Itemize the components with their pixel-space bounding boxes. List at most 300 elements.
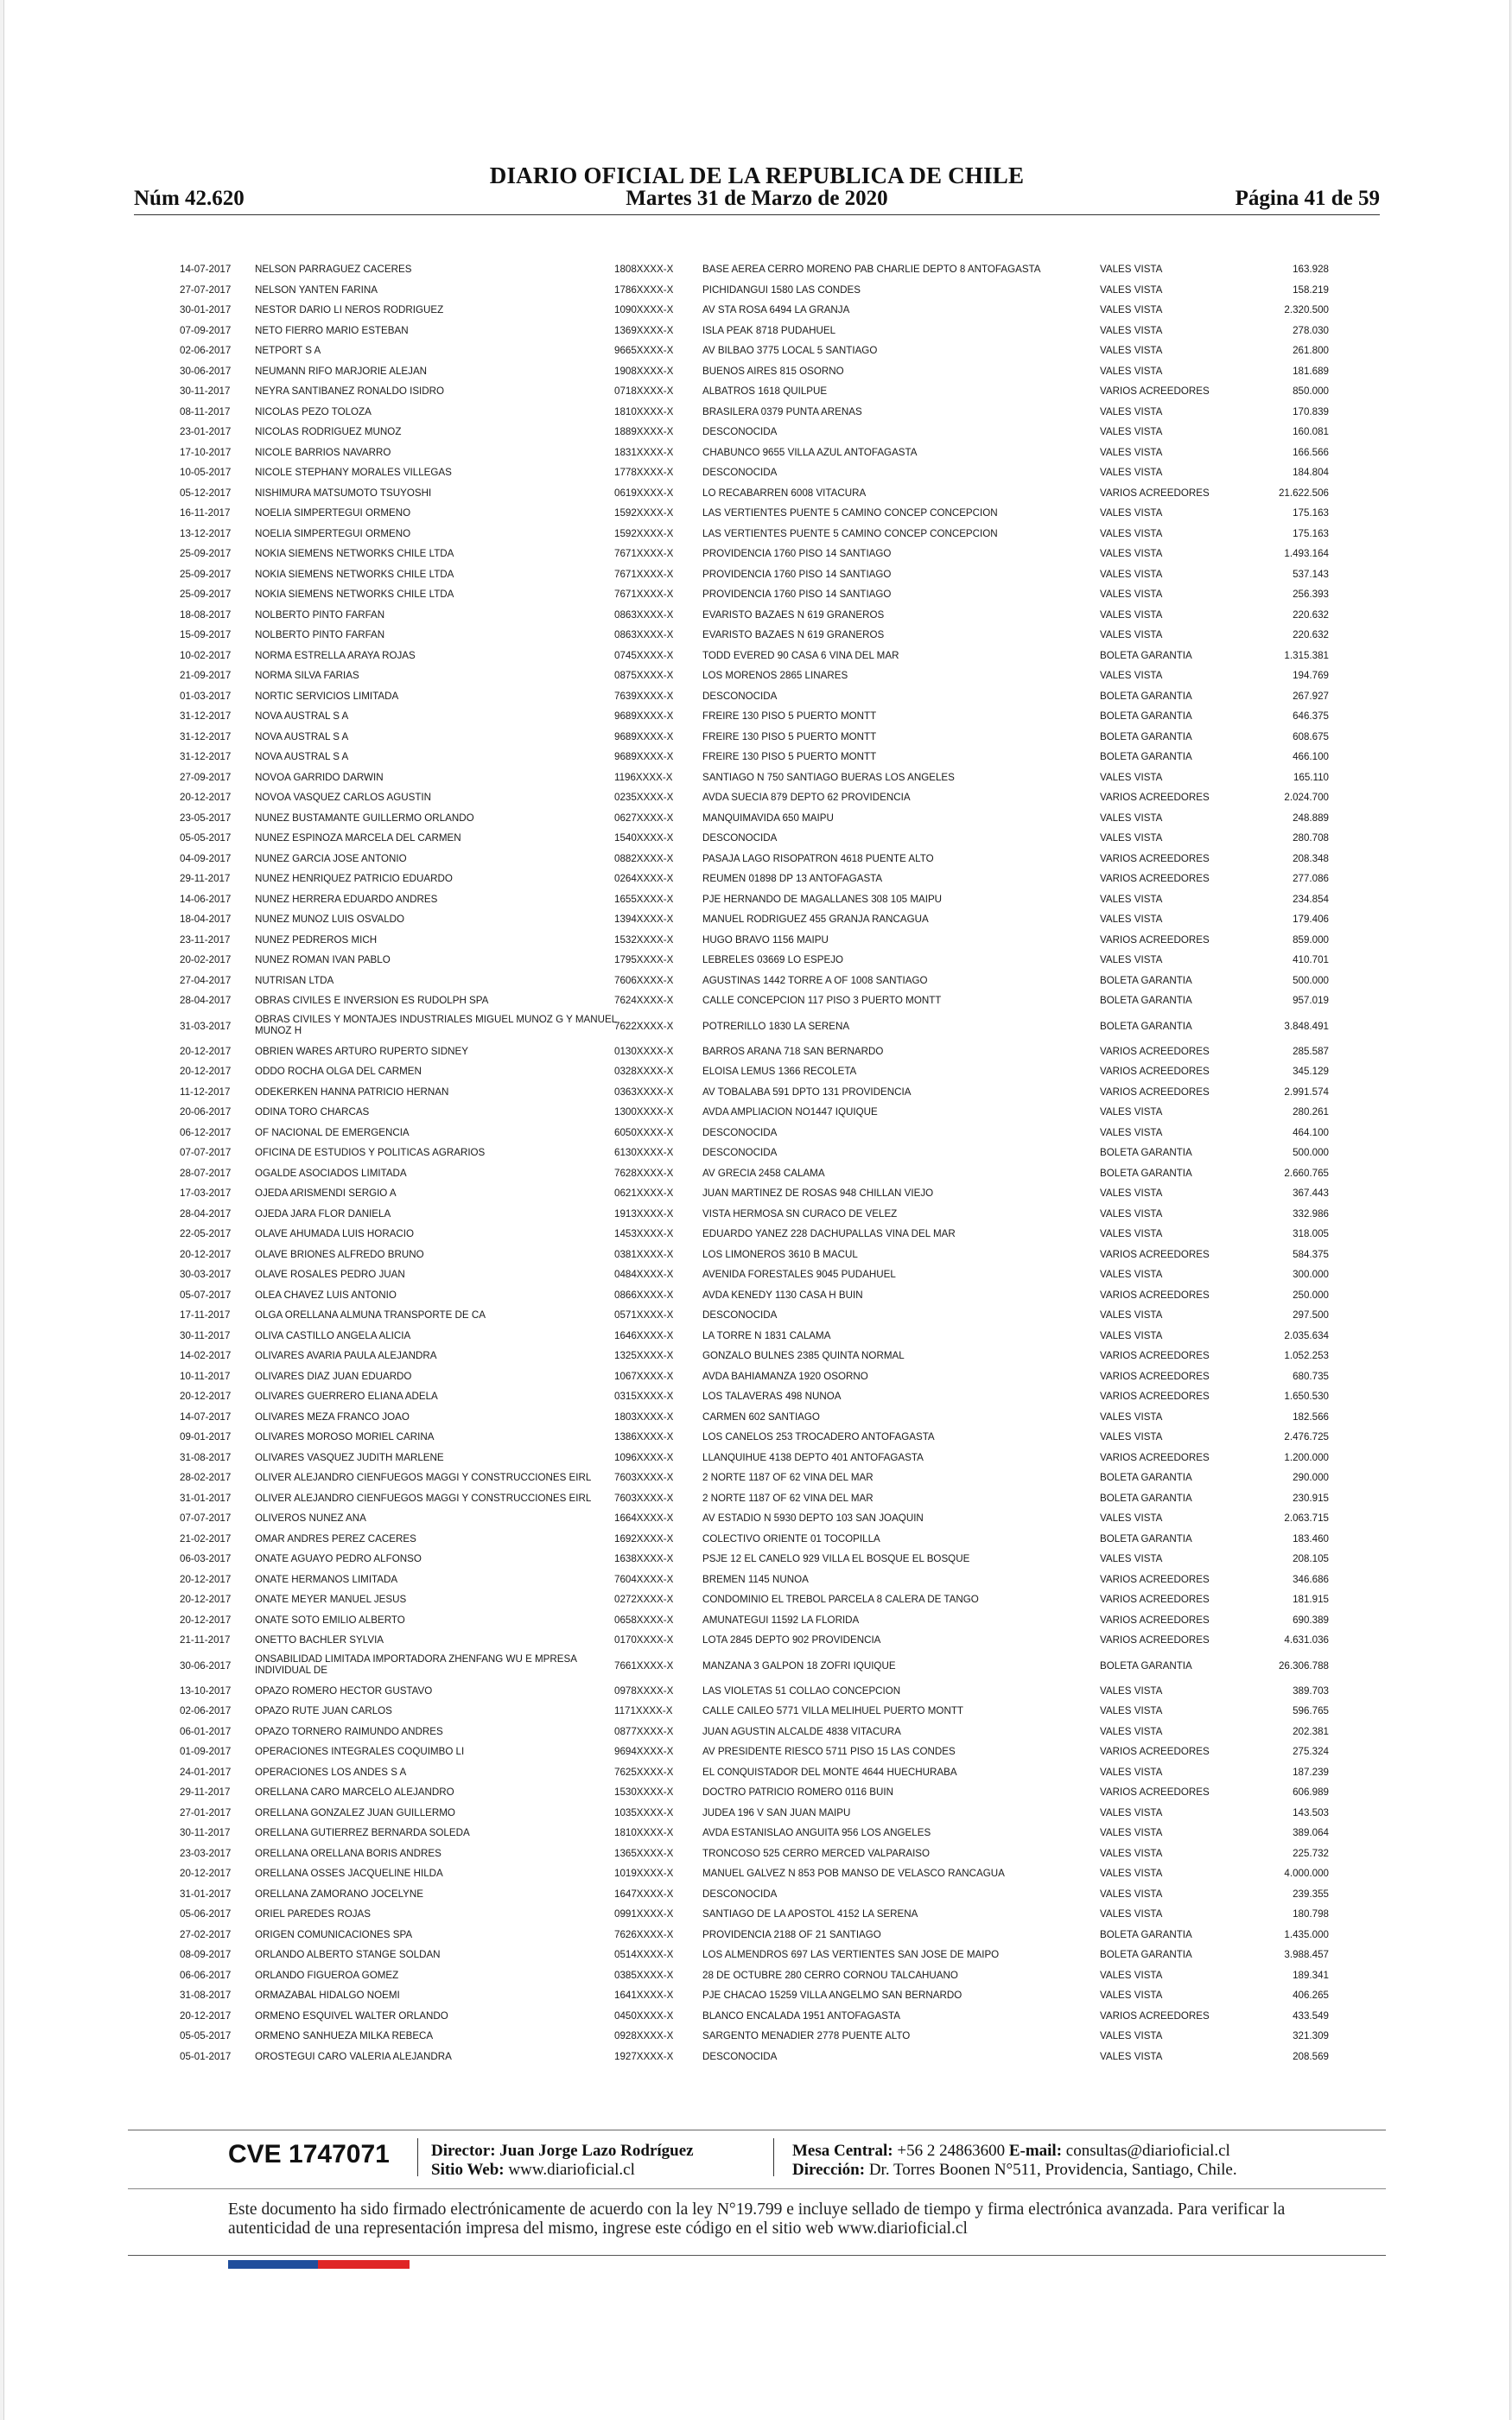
row-address: MANQUIMAVIDA 650 MAIPU [702, 812, 834, 824]
row-rut: 1532XXXX-X [614, 933, 674, 946]
row-address: AV BILBAO 3775 LOCAL 5 SANTIAGO [702, 345, 878, 356]
row-rut: 1090XXXX-X [614, 304, 674, 315]
row-type: VALES VISTA [1100, 771, 1163, 783]
table-row [4, 1366, 1509, 1387]
row-date: 17-10-2017 [180, 446, 232, 458]
issue-date: Martes 31 de Marzo de 2020 [626, 187, 888, 210]
row-rut: 0863XXXX-X [614, 629, 674, 640]
row-address: LAS VERTIENTES PUENTE 5 CAMINO CONCEP CONCEPCION [702, 527, 998, 539]
table-row [4, 1529, 1509, 1550]
row-rut: 1889XXXX-X [614, 426, 674, 437]
row-type: VALES VISTA [1100, 1411, 1163, 1423]
row-amount: 345.129 [1293, 1066, 1329, 1077]
row-rut: 7604XXXX-X [614, 1573, 674, 1585]
table-row [4, 443, 1509, 463]
row-name: OLIVEROS NUNEZ ANA [255, 1512, 366, 1524]
row-rut: 1386XXXX-X [614, 1431, 674, 1442]
table-row [4, 1884, 1509, 1905]
row-date: 08-11-2017 [180, 405, 231, 417]
row-name: OJEDA ARISMENDI SERGIO A [255, 1188, 397, 1199]
row-type: VALES VISTA [1100, 304, 1163, 315]
row-amount: 225.732 [1293, 1847, 1329, 1859]
row-rut: 7671XXXX-X [614, 548, 674, 559]
table-row [4, 1488, 1509, 1509]
row-date: 08-09-2017 [180, 1949, 232, 1960]
row-type: VARIOS ACREEDORES [1100, 1594, 1210, 1605]
row-type: VALES VISTA [1100, 405, 1163, 417]
row-date: 20-12-2017 [180, 2009, 232, 2022]
table-row [4, 646, 1509, 666]
row-date: 04-09-2017 [180, 852, 232, 864]
row-date: 31-08-2017 [180, 1451, 232, 1463]
row-amount: 850.000 [1293, 385, 1329, 397]
table-row [4, 1589, 1509, 1610]
table-row [4, 544, 1509, 564]
table-row [4, 1224, 1509, 1245]
row-rut: 9689XXXX-X [614, 751, 674, 762]
row-amount: 267.927 [1293, 690, 1329, 702]
row-rut: 9694XXXX-X [614, 1746, 674, 1757]
row-date: 27-01-2017 [180, 1806, 232, 1818]
row-date: 27-02-2017 [180, 1928, 232, 1940]
row-amount: 202.381 [1293, 1725, 1329, 1737]
row-type: VALES VISTA [1100, 1207, 1163, 1220]
row-type: VALES VISTA [1100, 1188, 1163, 1199]
row-date: 30-11-2017 [180, 1329, 231, 1341]
row-address: CALLE CONCEPCION 117 PISO 3 PUERTO MONTT [702, 995, 942, 1006]
row-name: NISHIMURA MATSUMOTO TSUYOSHI [255, 487, 432, 499]
row-amount: 537.143 [1293, 568, 1329, 580]
row-address: 28 DE OCTUBRE 280 CERRO CORNOU TALCAHUANO [702, 1969, 958, 1981]
row-rut: 1096XXXX-X [614, 1451, 674, 1463]
row-rut: 1803XXXX-X [614, 1411, 674, 1423]
row-rut: 0619XXXX-X [614, 487, 674, 499]
row-address: AV TOBALABA 591 DPTO 131 PROVIDENCIA [702, 1086, 912, 1098]
row-date: 17-11-2017 [180, 1309, 231, 1321]
table-row [4, 1610, 1509, 1631]
row-amount: 690.389 [1293, 1614, 1329, 1626]
row-date: 22-05-2017 [180, 1228, 232, 1239]
row-rut: 1453XXXX-X [614, 1228, 674, 1239]
row-address: MANZANA 3 GALPON 18 ZOFRI IQUIQUE [702, 1659, 896, 1672]
row-amount: 2.320.500 [1284, 304, 1329, 315]
row-type: BOLETA GARANTIA [1100, 1492, 1192, 1504]
row-type: VALES VISTA [1100, 1806, 1163, 1818]
row-type: VALES VISTA [1100, 1106, 1163, 1118]
row-type: BOLETA GARANTIA [1100, 1532, 1192, 1544]
row-date: 20-12-2017 [180, 792, 232, 803]
table-row [4, 909, 1509, 930]
table-row [4, 381, 1509, 402]
row-address: FREIRE 130 PISO 5 PUERTO MONTT [702, 710, 877, 722]
row-date: 13-12-2017 [180, 527, 232, 539]
row-date: 25-09-2017 [180, 568, 232, 580]
row-name: OBRAS CIVILES E INVERSION ES RUDOLPH SPA [255, 995, 489, 1006]
table-row [4, 666, 1509, 686]
row-amount: 239.355 [1293, 1888, 1329, 1900]
row-amount: 248.889 [1293, 812, 1329, 824]
row-type: VALES VISTA [1100, 507, 1163, 519]
row-amount: 21.622.506 [1278, 487, 1329, 499]
row-date: 14-02-2017 [180, 1350, 232, 1361]
row-rut: 7671XXXX-X [614, 589, 674, 600]
row-date: 05-05-2017 [180, 832, 232, 844]
table-row [4, 402, 1509, 423]
row-name: ORELLANA OSSES JACQUELINE HILDA [255, 1868, 443, 1879]
row-date: 20-12-2017 [180, 1045, 232, 1057]
row-name: NOKIA SIEMENS NETWORKS CHILE LTDA [255, 548, 454, 559]
table-row [4, 1346, 1509, 1366]
row-address: COLECTIVO ORIENTE 01 TOCOPILLA [702, 1532, 880, 1544]
row-date: 27-09-2017 [180, 771, 232, 783]
table-row [4, 564, 1509, 585]
row-amount: 2.476.725 [1284, 1431, 1329, 1442]
row-type: VALES VISTA [1100, 1512, 1163, 1524]
table-row [4, 1123, 1509, 1143]
row-amount: 3.988.457 [1284, 1949, 1329, 1960]
row-type: VALES VISTA [1100, 914, 1163, 925]
row-name: OLIVARES AVARIA PAULA ALEJANDRA [255, 1350, 437, 1361]
row-type: VARIOS ACREEDORES [1100, 1289, 1210, 1301]
row-amount: 208.569 [1293, 2050, 1329, 2062]
row-amount: 584.375 [1293, 1248, 1329, 1260]
row-address: CONDOMINIO EL TREBOL PARCELA 8 CALERA DE TANGO [702, 1594, 979, 1605]
row-name: NOVA AUSTRAL S A [255, 710, 349, 722]
row-rut: 1365XXXX-X [614, 1847, 674, 1859]
row-type: VALES VISTA [1100, 1126, 1163, 1138]
row-rut: 0328XXXX-X [614, 1066, 674, 1077]
row-name: OFICINA DE ESTUDIOS Y POLITICAS AGRARIOS [255, 1147, 486, 1158]
row-address: AV GRECIA 2458 CALAMA [702, 1167, 825, 1179]
row-rut: 7624XXXX-X [614, 995, 674, 1006]
row-name: OPAZO RUTE JUAN CARLOS [255, 1705, 392, 1716]
row-address: BRASILERA 0379 PUNTA ARENAS [702, 405, 862, 417]
row-name: NOKIA SIEMENS NETWORKS CHILE LTDA [255, 568, 454, 580]
row-amount: 1.493.164 [1284, 548, 1329, 559]
row-amount: 175.163 [1293, 507, 1329, 519]
row-address: FREIRE 130 PISO 5 PUERTO MONTT [702, 751, 877, 762]
table-row [4, 1803, 1509, 1824]
row-address: PICHIDANGUI 1580 LAS CONDES [702, 283, 861, 296]
row-rut: 1778XXXX-X [614, 467, 674, 478]
row-rut: 0718XXXX-X [614, 385, 674, 397]
table-row [4, 747, 1509, 767]
row-date: 05-01-2017 [180, 2050, 232, 2062]
legal-notice: Este documento ha sido firmado electrónicamente de acuerdo con la ley N°19.799 e incluye sellado de tiempo y firma electrónica avanzada. Para verificar la autenticidad de una representación impresa del mismo, ingrese este código en el sitio web www.diarioficial.cl [228, 2200, 1286, 2238]
row-type: VALES VISTA [1100, 1766, 1163, 1778]
table-row [4, 1904, 1509, 1925]
row-address: AVDA AMPLIACION NO1447 IQUIQUE [702, 1106, 878, 1118]
row-address: ALBATROS 1618 QUILPUE [702, 385, 828, 397]
row-name: ONETTO BACHLER SYLVIA [255, 1634, 384, 1646]
document-page [3, 0, 1510, 2420]
row-address: JUAN AGUSTIN ALCALDE 4838 VITACURA [702, 1725, 901, 1737]
row-name: ODDO ROCHA OLGA DEL CARMEN [255, 1066, 422, 1077]
row-name: ORELLANA GUTIERREZ BERNARDA SOLEDA [255, 1827, 470, 1838]
row-amount: 277.086 [1293, 873, 1329, 884]
row-rut: 0627XXXX-X [614, 812, 674, 824]
row-rut: 7628XXXX-X [614, 1167, 674, 1179]
row-amount: 957.019 [1293, 995, 1329, 1006]
row-type: VALES VISTA [1100, 1309, 1163, 1321]
table-row [4, 524, 1509, 544]
director-label: Director: [431, 2142, 496, 2160]
row-name: OLIVARES MOROSO MORIEL CARINA [255, 1431, 435, 1442]
row-amount: 187.239 [1293, 1766, 1329, 1778]
table-row [4, 1285, 1509, 1306]
row-name: ODINA TORO CHARCAS [255, 1106, 370, 1118]
table-row [4, 1965, 1509, 1986]
row-rut: 1646XXXX-X [614, 1329, 674, 1341]
row-amount: 179.406 [1293, 914, 1329, 925]
row-address: DESCONOCIDA [702, 1888, 778, 1900]
row-date: 02-06-2017 [180, 345, 232, 356]
row-type: VALES VISTA [1100, 324, 1163, 336]
row-date: 10-05-2017 [180, 467, 232, 478]
row-date: 07-07-2017 [180, 1147, 232, 1158]
row-date: 07-09-2017 [180, 324, 232, 336]
row-rut: 1035XXXX-X [614, 1806, 674, 1818]
row-rut: 0272XXXX-X [614, 1594, 674, 1605]
row-date: 14-06-2017 [180, 893, 232, 905]
row-rut: 0658XXXX-X [614, 1614, 674, 1626]
row-rut: 0381XXXX-X [614, 1248, 674, 1260]
row-address: DESCONOCIDA [702, 467, 778, 478]
row-date: 21-02-2017 [180, 1532, 232, 1544]
row-amount: 318.005 [1293, 1228, 1329, 1239]
table-row [4, 1143, 1509, 1163]
row-name: ONSABILIDAD LIMITADA IMPORTADORA ZHENFANG WU E MPRESA INDIVIDUAL DE [255, 1653, 577, 1676]
row-type: VARIOS ACREEDORES [1100, 1086, 1210, 1098]
row-name: ORIGEN COMUNICACIONES SPA [255, 1928, 413, 1940]
row-amount: 170.839 [1293, 405, 1329, 417]
row-address: PROVIDENCIA 2188 OF 21 SANTIAGO [702, 1928, 881, 1940]
row-address: DESCONOCIDA [702, 1309, 778, 1321]
row-rut: 0877XXXX-X [614, 1725, 674, 1737]
row-rut: 1196XXXX-X [614, 771, 673, 783]
table-row [4, 990, 1509, 1011]
row-date: 25-09-2017 [180, 548, 232, 559]
row-type: BOLETA GARANTIA [1100, 730, 1192, 742]
footer-divider-bottom [128, 2255, 1386, 2256]
row-name: NETPORT S A [255, 345, 321, 356]
table-row [4, 1245, 1509, 1265]
row-date: 23-03-2017 [180, 1847, 232, 1859]
row-amount: 608.675 [1293, 730, 1329, 742]
row-address: PJE HERNANDO DE MAGALLANES 308 105 MAIPU [702, 893, 943, 905]
row-name: NOVOA VASQUEZ CARLOS AGUSTIN [255, 792, 432, 803]
email-label: E-mail: [1008, 2142, 1063, 2160]
row-date: 11-12-2017 [180, 1086, 231, 1098]
address-value: Dr. Torres Boonen N°511, Providencia, Santiago, Chile. [868, 2161, 1237, 2179]
row-name: NOLBERTO PINTO FARFAN [255, 608, 385, 621]
row-name: NEUMANN RIFO MARJORIE ALEJAN [255, 365, 428, 377]
row-rut: 6130XXXX-X [614, 1147, 674, 1158]
row-type: VALES VISTA [1100, 446, 1163, 458]
row-rut: 1908XXXX-X [614, 365, 674, 377]
table-row [4, 1204, 1509, 1225]
row-name: NUNEZ HERRERA EDUARDO ANDRES [255, 893, 438, 905]
row-date: 30-11-2017 [180, 1827, 231, 1838]
row-name: NOELIA SIMPERTEGUI ORMENO [255, 507, 411, 519]
director-block [431, 2142, 694, 2180]
row-amount: 1.650.530 [1284, 1391, 1329, 1402]
row-type: VARIOS ACREEDORES [1100, 933, 1210, 946]
row-date: 15-09-2017 [180, 629, 232, 640]
row-rut: 0363XXXX-X [614, 1086, 674, 1098]
table-row [4, 1305, 1509, 1326]
row-amount: 278.030 [1293, 324, 1329, 336]
row-rut: 1664XXXX-X [614, 1512, 674, 1524]
table-row [4, 341, 1509, 361]
row-rut: 1369XXXX-X [614, 324, 674, 336]
row-type: VALES VISTA [1100, 1847, 1163, 1859]
row-address: GONZALO BULNES 2385 QUINTA NORMAL [702, 1350, 905, 1361]
row-name: ORELLANA ORELLANA BORIS ANDRES [255, 1847, 442, 1859]
row-rut: 0571XXXX-X [614, 1309, 674, 1321]
row-name: NOLBERTO PINTO FARFAN [255, 629, 385, 640]
row-date: 20-12-2017 [180, 1066, 232, 1077]
row-type: VALES VISTA [1100, 1725, 1163, 1737]
row-type: VARIOS ACREEDORES [1100, 1573, 1210, 1585]
row-rut: 0130XXXX-X [614, 1045, 674, 1057]
row-date: 02-06-2017 [180, 1705, 232, 1716]
row-name: OLAVE BRIONES ALFREDO BRUNO [255, 1248, 424, 1260]
row-name: NOVA AUSTRAL S A [255, 751, 349, 762]
row-date: 06-01-2017 [180, 1725, 232, 1737]
row-date: 21-11-2017 [180, 1634, 231, 1646]
row-name: NUNEZ ESPINOZA MARCELA DEL CARMEN [255, 832, 461, 844]
row-address: AV ESTADIO N 5930 DEPTO 103 SAN JOAQUIN [702, 1512, 924, 1524]
row-address: CALLE CAILEO 5771 VILLA MELIHUEL PUERTO MONTT [702, 1705, 963, 1716]
table-row [4, 503, 1509, 524]
row-amount: 143.503 [1293, 1806, 1329, 1818]
table-row [4, 1722, 1509, 1742]
row-address: AVDA KENEDY 1130 CASA H BUIN [702, 1289, 863, 1301]
row-amount: 208.348 [1293, 852, 1329, 864]
row-address: ELOISA LEMUS 1366 RECOLETA [702, 1066, 857, 1077]
row-type: VARIOS ACREEDORES [1100, 1634, 1210, 1646]
row-date: 29-11-2017 [180, 873, 231, 884]
flag-stripe-blue [228, 2260, 318, 2269]
row-name: NUNEZ PEDREROS MICH [255, 933, 378, 946]
issue-number: Núm 42.620 [134, 187, 245, 210]
row-address: LA TORRE N 1831 CALAMA [702, 1329, 831, 1341]
row-name: ORIEL PAREDES ROJAS [255, 1908, 372, 1920]
footer-separator [773, 2138, 774, 2176]
row-address: LOS LIMONEROS 3610 B MACUL [702, 1248, 858, 1260]
row-name: ONATE HERMANOS LIMITADA [255, 1573, 398, 1585]
table-row [4, 1945, 1509, 1965]
row-type: VARIOS ACREEDORES [1100, 1786, 1210, 1798]
row-name: OLIVARES DIAZ JUAN EDUARDO [255, 1370, 412, 1382]
row-rut: 0866XXXX-X [614, 1289, 674, 1301]
row-amount: 859.000 [1293, 933, 1329, 946]
row-rut: 0978XXXX-X [614, 1684, 674, 1697]
row-amount: 160.081 [1293, 426, 1329, 437]
row-name: ORELLANA GONZALEZ JUAN GUILLERMO [255, 1806, 455, 1818]
row-type: VALES VISTA [1100, 1868, 1163, 1879]
row-date: 28-02-2017 [180, 1472, 232, 1483]
row-rut: 1927XXXX-X [614, 2050, 674, 2062]
row-address: REUMEN 01898 DP 13 ANTOFAGASTA [702, 873, 883, 884]
row-date: 10-11-2017 [180, 1370, 231, 1382]
row-address: EVARISTO BAZAES N 619 GRANEROS [702, 629, 885, 640]
row-date: 31-01-2017 [180, 1888, 232, 1900]
row-name: NELSON PARRAGUEZ CACERES [255, 264, 412, 275]
row-name: NUNEZ MUNOZ LUIS OSVALDO [255, 914, 405, 925]
row-date: 05-06-2017 [180, 1908, 232, 1920]
row-amount: 181.915 [1293, 1594, 1329, 1605]
row-address: SARGENTO MENADIER 2778 PUENTE ALTO [702, 2030, 911, 2041]
row-rut: 1019XXXX-X [614, 1868, 674, 1879]
row-type: VARIOS ACREEDORES [1100, 852, 1210, 864]
row-address: LOS CANELOS 253 TROCADERO ANTOFAGASTA [702, 1431, 935, 1442]
row-name: NELSON YANTEN FARINA [255, 283, 378, 296]
row-rut: 0315XXXX-X [614, 1391, 674, 1402]
row-date: 27-07-2017 [180, 283, 232, 296]
row-amount: 367.443 [1293, 1188, 1329, 1199]
row-rut: 1655XXXX-X [614, 893, 674, 905]
row-amount: 321.309 [1293, 2030, 1329, 2041]
table-row [4, 1549, 1509, 1570]
row-address: EVARISTO BAZAES N 619 GRANEROS [702, 608, 885, 621]
row-type: VALES VISTA [1100, 1269, 1163, 1280]
row-name: OPERACIONES INTEGRALES COQUIMBO LI [255, 1746, 465, 1757]
row-date: 14-07-2017 [180, 1411, 232, 1423]
row-rut: 1638XXXX-X [614, 1553, 674, 1564]
site-link[interactable]: www.diarioficial.cl [508, 2161, 635, 2179]
row-date: 20-12-2017 [180, 1248, 232, 1260]
row-date: 31-08-2017 [180, 1990, 232, 2001]
table-row [4, 787, 1509, 808]
row-date: 13-10-2017 [180, 1684, 232, 1697]
row-rut: 0450XXXX-X [614, 2009, 674, 2022]
table-row [4, 1427, 1509, 1448]
row-rut: 1831XXXX-X [614, 446, 674, 458]
row-name: NORTIC SERVICIOS LIMITADA [255, 690, 399, 702]
row-address: LOS TALAVERAS 498 NUNOA [702, 1391, 842, 1402]
row-rut: 0991XXXX-X [614, 1908, 674, 1920]
row-name: ONATE AGUAYO PEDRO ALFONSO [255, 1553, 422, 1564]
table-row [4, 1386, 1509, 1407]
row-amount: 680.735 [1293, 1370, 1329, 1382]
row-name: OLIVA CASTILLO ANGELA ALICIA [255, 1329, 411, 1341]
row-rut: 1692XXXX-X [614, 1532, 674, 1544]
row-amount: 332.986 [1293, 1207, 1329, 1220]
table-row [4, 869, 1509, 889]
row-amount: 256.393 [1293, 589, 1329, 600]
row-rut: 7625XXXX-X [614, 1766, 674, 1778]
row-rut: 7603XXXX-X [614, 1492, 674, 1504]
row-date: 25-09-2017 [180, 589, 232, 600]
row-rut: 1592XXXX-X [614, 527, 674, 539]
row-address: AVDA ESTANISLAO ANGUITA 956 LOS ANGELES [702, 1827, 931, 1838]
email-link[interactable]: consultas@diarioficial.cl [1065, 2142, 1230, 2160]
row-name: ONATE SOTO EMILIO ALBERTO [255, 1614, 405, 1626]
header-divider [134, 214, 1380, 215]
row-name: ORLANDO FIGUEROA GOMEZ [255, 1969, 399, 1981]
row-rut: 0264XXXX-X [614, 873, 674, 884]
row-amount: 230.915 [1293, 1492, 1329, 1504]
row-date: 20-12-2017 [180, 1594, 232, 1605]
row-rut: 0235XXXX-X [614, 792, 674, 803]
address-label: Dirección: [792, 2161, 866, 2179]
row-address: DESCONOCIDA [702, 832, 778, 844]
row-type: VALES VISTA [1100, 1827, 1163, 1838]
row-type: BOLETA GARANTIA [1100, 1949, 1192, 1960]
table-row [4, 1681, 1509, 1702]
